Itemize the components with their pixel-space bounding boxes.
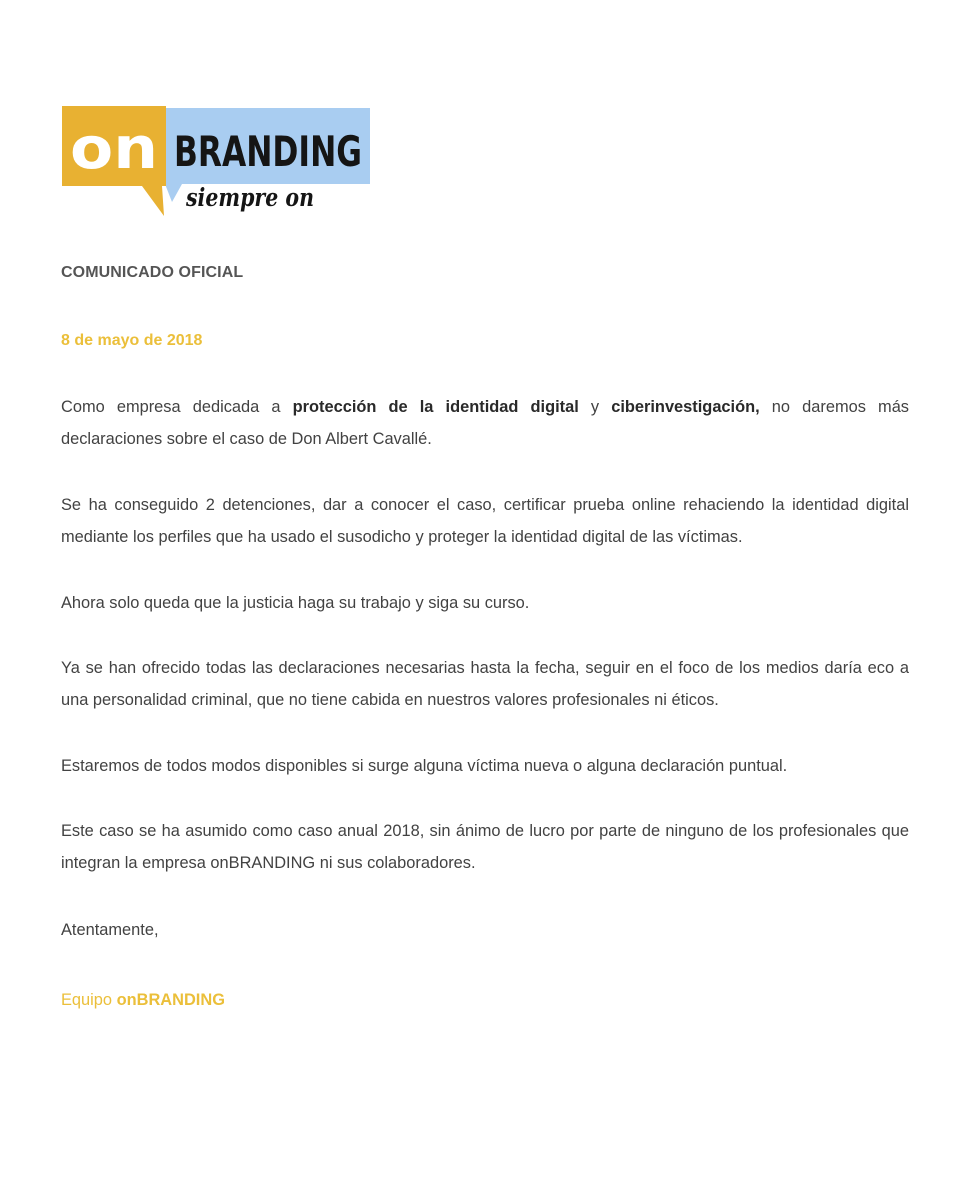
document-date: 8 de mayo de 2018	[61, 332, 203, 349]
closing-line: Atentamente,	[61, 921, 159, 939]
logo-on-text: on	[70, 114, 158, 182]
paragraph-5: Estaremos de todos modos disponibles si surge alguna víctima nueva o alguna declaración puntual.	[61, 757, 788, 775]
paragraph-1	[61, 391, 909, 455]
signature-prefix: Equipo	[61, 991, 117, 1009]
signature	[61, 991, 225, 1010]
logo-brand-text: BRANDING	[174, 127, 362, 176]
logo-graphic	[62, 106, 372, 218]
logo-tagline-text: siempre on	[185, 183, 314, 212]
paragraph-3: Ahora solo queda que la justicia haga su trabajo y siga su curso.	[61, 594, 530, 612]
paragraph-1-text-a: Como empresa dedicada a	[61, 398, 293, 416]
document-heading: COMUNICADO OFICIAL	[61, 264, 244, 281]
paragraph-4: Ya se han ofrecido todas las declaraciones necesarias hasta la fecha, seguir en el foco de los medios daría eco a una personalidad criminal, que no tiene cabida en nuestros valores profesionales ni éticos.	[61, 659, 909, 709]
paragraph-1-bold-a: protección de la identidad digital	[292, 398, 579, 416]
paragraph-1-bold-b: ciberinvestigación,	[611, 398, 760, 416]
onbranding-logo	[62, 106, 372, 218]
paragraph-1-text-c: no daremos más declaraciones sobre el caso de Don Albert Cavallé.	[61, 398, 909, 448]
signature-name: onBRANDING	[116, 991, 225, 1009]
paragraph-2: Se ha conseguido 2 detenciones, dar a conocer el caso, certificar prueba online rehaciendo la identidad digital mediante los perfiles que ha usado el susodicho y proteger la identidad digital de las víctimas.	[61, 496, 909, 546]
paragraph-1-text-b: y	[578, 398, 612, 416]
paragraph-6: Este caso se ha asumido como caso anual 2018, sin ánimo de lucro por parte de ninguno de los profesionales que integran la empresa onBRANDING ni sus colaboradores.	[61, 822, 909, 872]
